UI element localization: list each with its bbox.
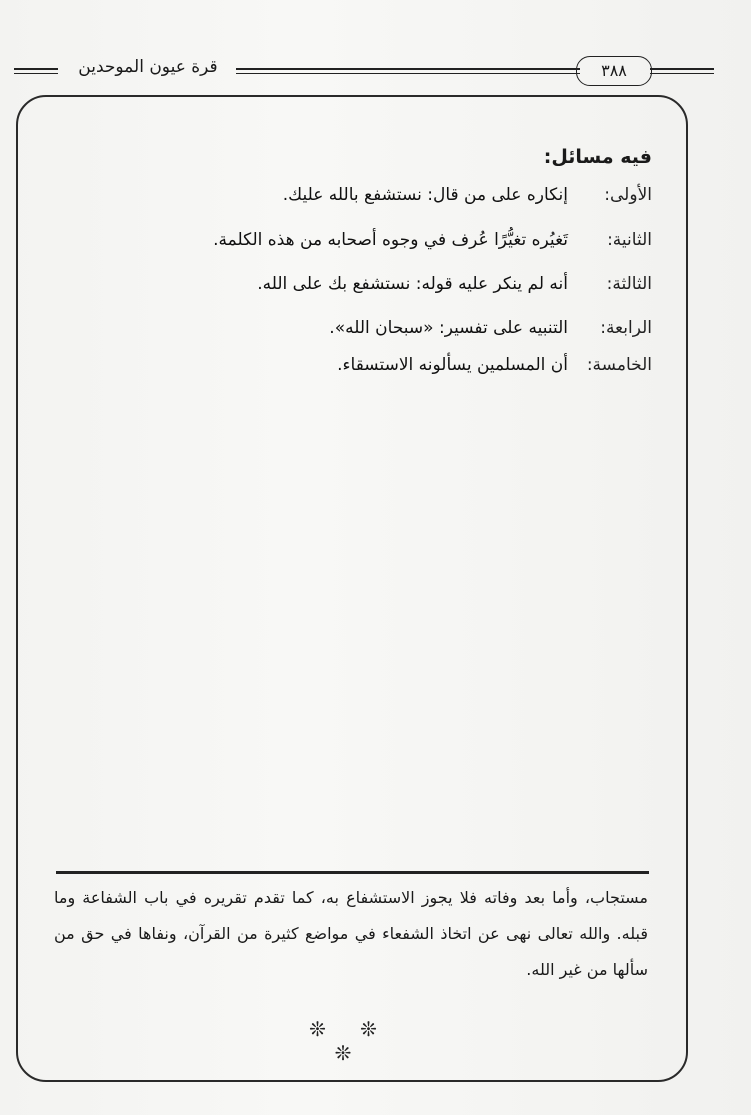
issue-text: التنبيه على تفسير: «سبحان الله». xyxy=(329,318,568,338)
issue-5 xyxy=(337,355,652,375)
book-title: قرة عيون الموحدين xyxy=(78,57,218,77)
issue-text: تَغيُره تغيُّرًا عُرف في وجوه أصحابه من هذه الكلمة. xyxy=(213,230,568,250)
ornament-separator: ❊ ❊ ❊ xyxy=(309,1017,391,1065)
issue-text: أن المسلمين يسألونه الاستسقاء. xyxy=(337,355,568,375)
header-rule-left xyxy=(14,68,58,74)
issue-3 xyxy=(257,274,652,294)
issue-label: الرابعة: xyxy=(600,318,652,338)
issue-1 xyxy=(283,185,652,205)
issue-text: أنه لم ينكر عليه قوله: نستشفع بك على الله. xyxy=(257,274,568,294)
issue-label: الخامسة: xyxy=(586,355,652,375)
issue-4 xyxy=(329,318,652,338)
issue-label: الثانية: xyxy=(607,230,652,250)
page-header xyxy=(14,56,714,86)
issue-2 xyxy=(213,230,652,250)
header-rule-right xyxy=(650,68,714,74)
footnote-text: مستجاب، وأما بعد وفاته فلا يجوز الاستشفاع به، كما تقدم تقريره في باب الشفاعة وما قبله. والله تعالى نهى عن اتخاذ الشفعاء في مواضع كثيرة من القرآن، ونفاها في حق من سألها من غير الله. xyxy=(54,888,648,979)
footnote-divider xyxy=(56,871,649,874)
page-number: ٣٨٨ xyxy=(576,56,652,86)
header-rule-middle xyxy=(236,68,580,74)
issue-label: الأولى: xyxy=(604,185,652,205)
issue-label: الثالثة: xyxy=(606,274,652,294)
section-heading: فيه مسائل: xyxy=(543,146,652,168)
issue-text: إنكاره على من قال: نستشفع بالله عليك. xyxy=(282,185,568,205)
